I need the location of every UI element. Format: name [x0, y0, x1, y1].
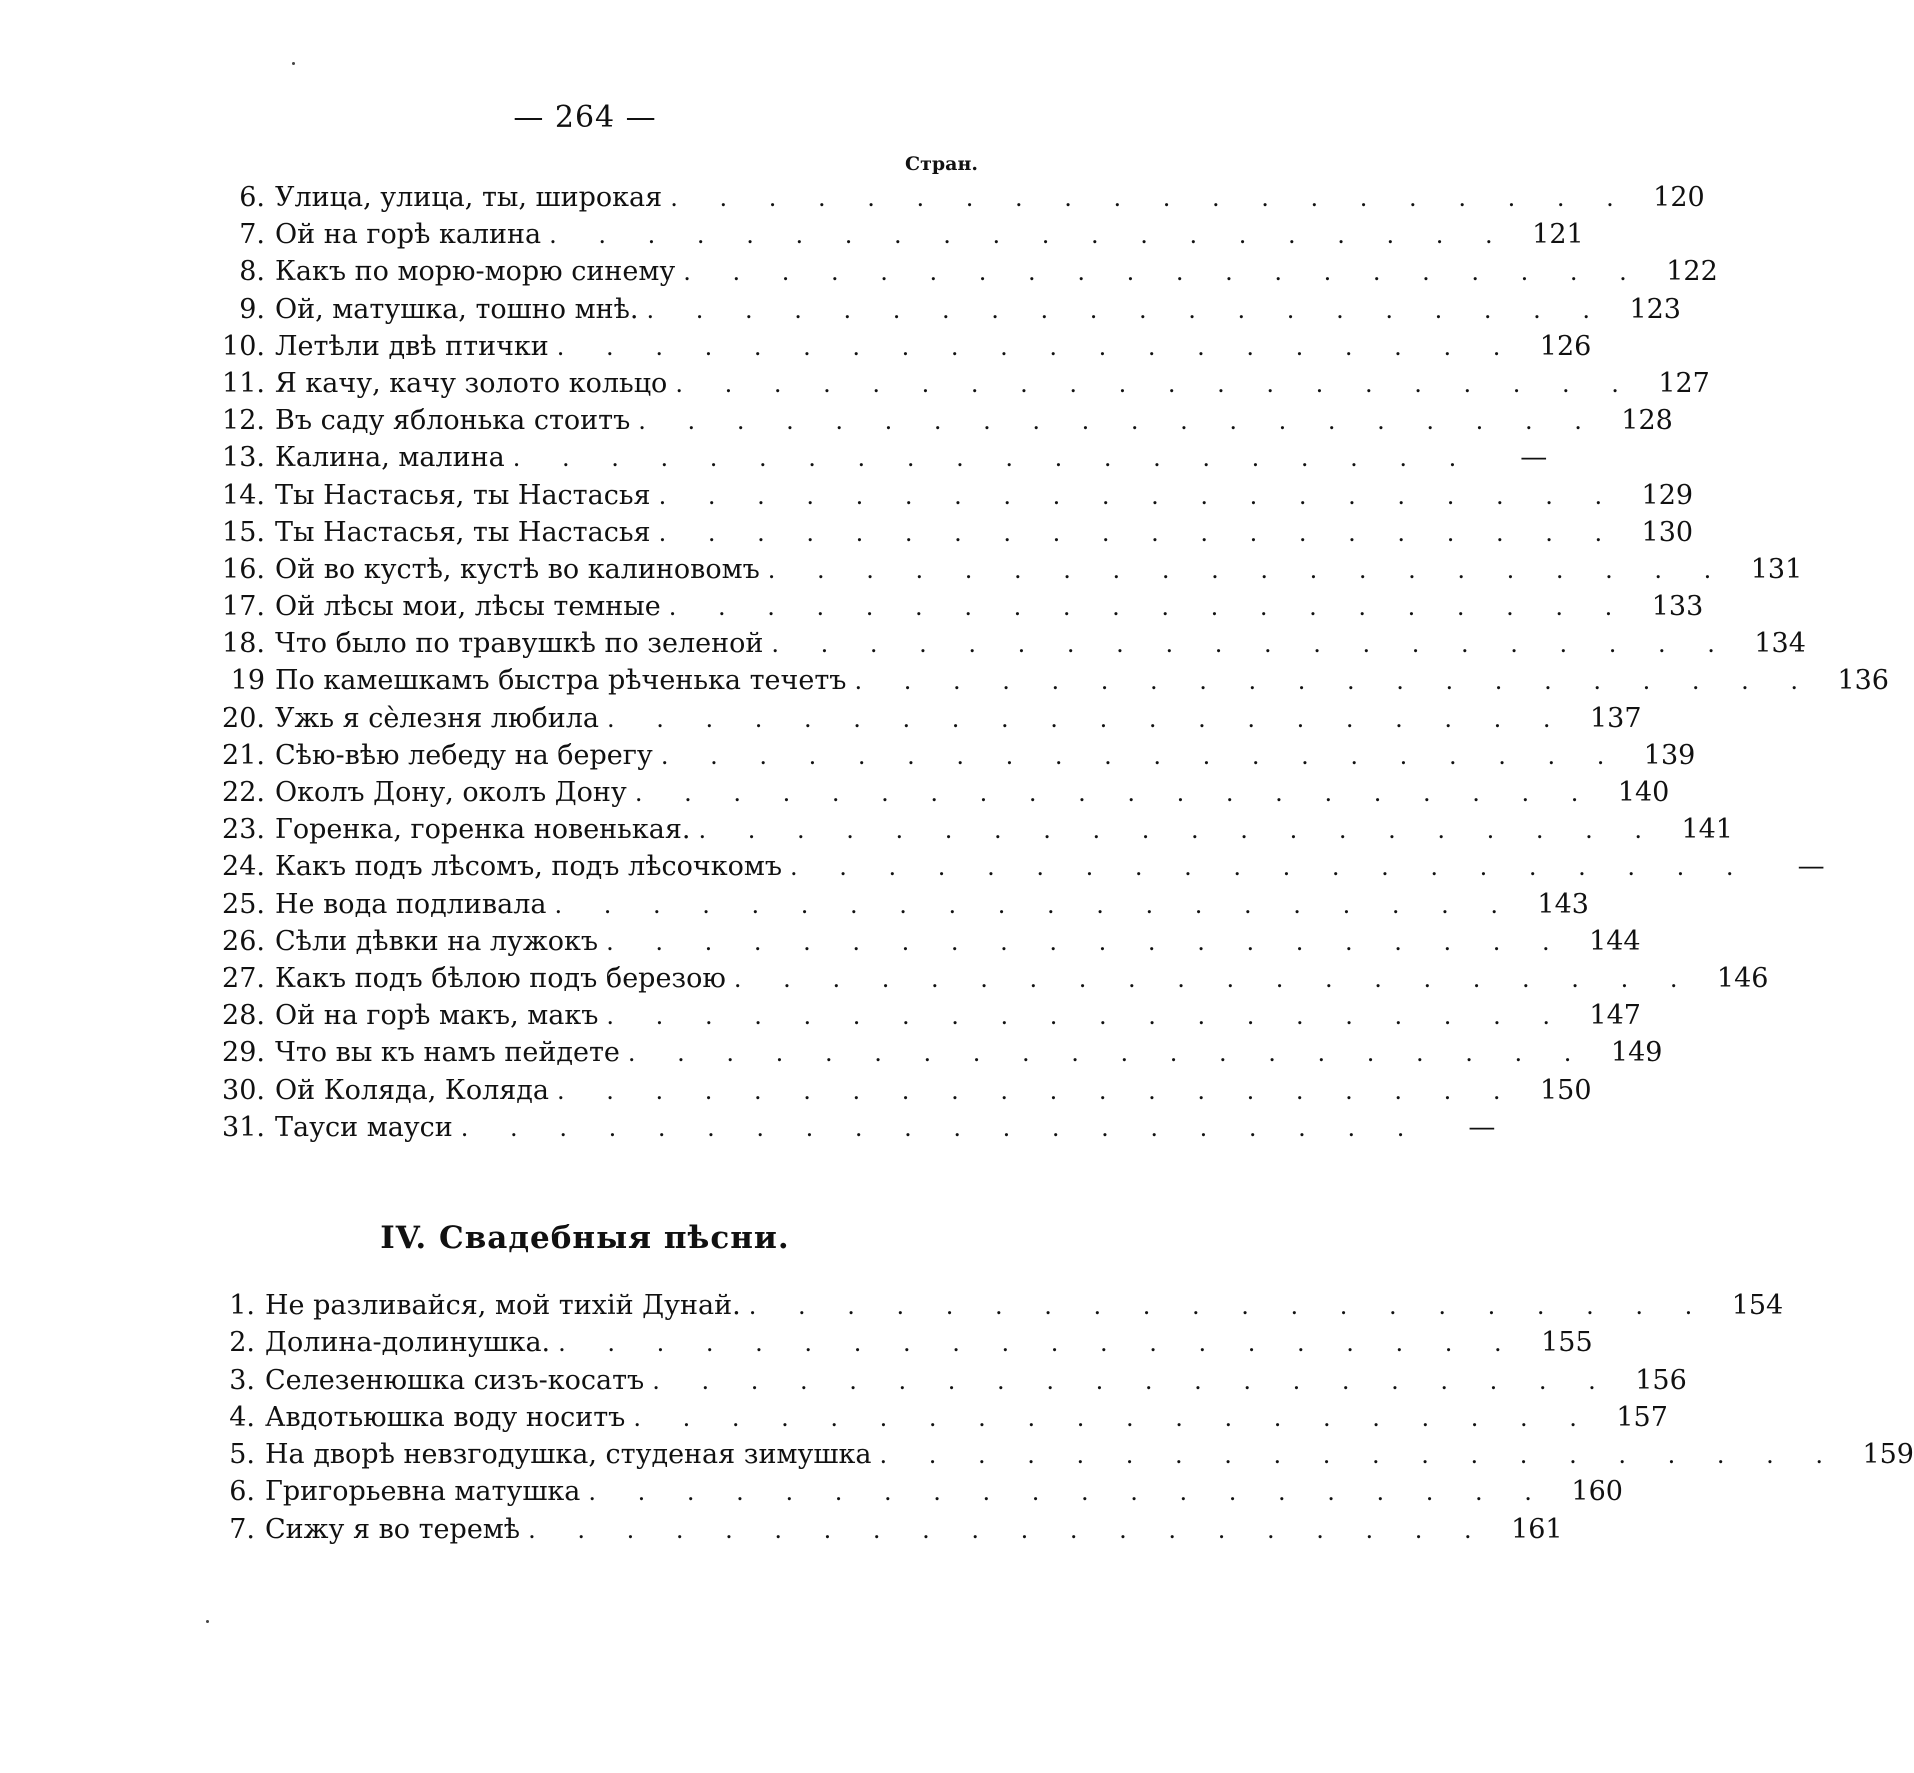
toc-entry [205, 1037, 1663, 1074]
toc-entry [205, 962, 1769, 1000]
entry-title: Что было по травушкѣ по зеленой [275, 628, 764, 660]
dot-leader: . . . . . . . . . . . . . . . . . . . . [854, 667, 1815, 696]
page-column-header: Стран. [904, 153, 978, 175]
entry-number: 15. [222, 516, 265, 548]
entry-page: 126 [1539, 330, 1592, 362]
entry-title: Какъ по морю-морю синему [275, 256, 676, 288]
entry-title: Горенка, горенка новенькая. [275, 814, 691, 846]
entry-number: 11. [222, 367, 265, 399]
toc-entry [205, 293, 1681, 331]
entry-number: 2. [229, 1327, 255, 1359]
entry-number: 1. [229, 1290, 255, 1321]
entry-page: 131 [1750, 553, 1803, 585]
entry-number: 7. [239, 219, 265, 251]
toc-entry [205, 1290, 1784, 1327]
dot-leader: . . . . . . . . . . . . . . . . . . . . [767, 555, 1729, 584]
entry-page: 150 [1539, 1074, 1592, 1106]
entry-page: 139 [1643, 739, 1696, 771]
entry-title: Сѣю-вѣю лебеду на берегу [275, 739, 653, 771]
entry-number: 13. [222, 442, 265, 474]
dot-leader: . . . . . . . . . . . . . . . . . . . . [698, 816, 1659, 845]
entry-title: Я качу, качу золото кольцо [275, 367, 668, 399]
entry-page: 120 [1653, 182, 1705, 213]
entry-number: 18. [222, 628, 265, 660]
toc-entry [205, 442, 1548, 479]
dot-leader: . . . . . . . . . . . . . . . . . . . . [627, 1039, 1589, 1068]
entry-number: 12. [222, 405, 265, 437]
entry-title: Не разливайся, мой тихій Дунай. [265, 1290, 741, 1321]
dot-leader: . . . . . . . . . . . . . . . . . . . . [554, 890, 1515, 919]
entry-number: 31. [222, 1111, 265, 1143]
dot-leader: . . . . . . . . . . . . . . . . . . . . [668, 593, 1630, 622]
toc-entry [205, 479, 1694, 517]
entry-title: Что вы къ намъ пейдете [275, 1037, 620, 1069]
dot-leader: . . . . . . . . . . . . . . . . . . . . [549, 221, 1510, 250]
toc-entry [205, 702, 1642, 740]
toc-entry [205, 219, 1584, 256]
entry-number: 5. [229, 1439, 255, 1471]
entry-title: Ой на горѣ калина [275, 219, 542, 251]
dot-leader: . . . . . . . . . . . . . . . . . . . . [606, 1002, 1567, 1031]
toc-entry [205, 851, 1825, 888]
entry-title: Тауси мауси [275, 1111, 453, 1143]
toc-entry [205, 405, 1673, 442]
entry-page: 136 [1837, 665, 1889, 697]
entry-title: Не вода подливала [275, 888, 547, 920]
entry-page: 122 [1666, 256, 1718, 288]
entry-page: 127 [1658, 367, 1710, 399]
entry-title: Околъ Дону, околъ Дону [275, 777, 627, 808]
toc-entry [205, 888, 1589, 926]
toc-entry [205, 814, 1733, 851]
entry-title: Ой лѣсы мои, лѣсы темные [275, 591, 661, 623]
toc-entry [205, 739, 1696, 777]
entry-title: Сижу я во теремѣ [265, 1513, 521, 1545]
toc-entry [205, 1401, 1668, 1439]
entry-number: 30. [222, 1074, 265, 1106]
dot-leader: . . . . . . . . . . . . . . . . . . . . [588, 1478, 1549, 1507]
entry-title: Какъ подъ бѣлою подъ березою [275, 962, 726, 994]
entry-number: 22. [222, 777, 265, 808]
entry-title: Долина-долинушка. [265, 1327, 551, 1359]
dot-leader: . . . . . . . . . . . . . . . . . . . . [634, 779, 1596, 807]
entry-page: — [1468, 1111, 1496, 1143]
toc-entry [205, 516, 1694, 554]
toc-entry [205, 777, 1670, 814]
print-speck [292, 62, 295, 65]
toc-entry [205, 1513, 1563, 1551]
entry-page: 140 [1617, 777, 1670, 808]
entry-number: 20. [222, 702, 265, 734]
entry-title: Какъ подъ лѣсомъ, подъ лѣсочкомъ [275, 851, 783, 883]
entry-page: 123 [1629, 293, 1681, 325]
entry-number: 27. [222, 962, 265, 994]
entry-number: 6. [239, 182, 265, 213]
entry-title: Ты Настасья, ты Настасья [275, 516, 651, 548]
toc-entry [205, 182, 1705, 219]
entry-number: 28. [222, 1000, 265, 1032]
entry-page: 133 [1651, 591, 1704, 623]
entry-page: 161 [1511, 1513, 1563, 1545]
toc-entry [205, 1327, 1593, 1364]
dot-leader: . . . . . . . . . . . . . . . . . . . . [733, 964, 1695, 993]
dot-leader: . . . . . . . . . . . . . . . . . . . . [633, 1403, 1594, 1432]
entry-title: Ой во кустѣ, кустѣ во калиновомъ [275, 553, 760, 585]
toc-entry [205, 1074, 1592, 1112]
dot-leader: . . . . . . . . . . . . . . . . . . . . [638, 407, 1599, 436]
toc-entry [205, 925, 1641, 963]
entry-number: 7. [229, 1513, 255, 1545]
toc-entry [205, 1439, 1914, 1476]
entry-number: 16. [222, 553, 265, 585]
entry-page: 137 [1589, 702, 1642, 734]
dot-leader: . . . . . . . . . . . . . . . . . . . . [658, 481, 1620, 510]
entry-title: Сѣли дѣвки на лужокъ [275, 925, 599, 957]
dot-leader: . . . . . . . . . . . . . . . . . . . . [558, 1329, 1519, 1358]
toc-entry [205, 330, 1592, 368]
table-of-contents-part-2 [205, 1290, 1914, 1551]
entry-page: 144 [1589, 925, 1641, 957]
dot-leader: . . . . . . . . . . . . . . . . . . . . [670, 184, 1631, 212]
entry-title: На дворѣ невзгодушка, студеная зимушка [265, 1439, 872, 1471]
entry-number: 10. [222, 330, 265, 362]
entry-page: 128 [1621, 405, 1673, 437]
entry-number: 6. [229, 1476, 255, 1508]
entry-title: Селезенюшка сизъ-косатъ [265, 1364, 645, 1396]
dot-leader: . . . . . . . . . . . . . . . . . . . . [652, 1366, 1613, 1395]
dot-leader: . . . . . . . . . . . . . . . . . . . . [606, 927, 1567, 956]
entry-title: По камешкамъ быстра рѣченька течетъ [275, 665, 847, 697]
dot-leader: . . . . . . . . . . . . . . . . . . . . [879, 1441, 1840, 1470]
entry-title: Ой, матушка, тошно мнѣ. [275, 293, 639, 325]
entry-title: Калина, малина [275, 442, 505, 474]
toc-entry [205, 1111, 1496, 1149]
entry-title: Ой Коляда, Коляда [275, 1074, 549, 1106]
toc-entry [205, 367, 1710, 405]
entry-title: Летѣли двѣ птички [275, 330, 549, 362]
toc-entry [205, 553, 1803, 591]
entry-number: 17. [222, 591, 265, 623]
entry-page: 155 [1541, 1327, 1593, 1359]
entry-title: Улица, улица, ты, широкая [275, 182, 663, 213]
dot-leader: . . . . . . . . . . . . . . . . . . . . [658, 518, 1620, 547]
entry-title: Въ саду яблонька стоитъ [275, 405, 631, 437]
entry-number: 19 [230, 665, 265, 697]
entry-title: Ой на горѣ макъ, макъ [275, 1000, 599, 1032]
entry-page: 154 [1731, 1290, 1784, 1321]
entry-title: Авдотьюшка воду носитъ [265, 1401, 626, 1433]
dot-leader: . . . . . . . . . . . . . . . . . . . . [460, 1113, 1422, 1142]
entry-page: — [1797, 851, 1825, 883]
entry-number: 26. [222, 925, 265, 957]
entry-number: 9. [239, 293, 265, 325]
entry-page: 156 [1635, 1364, 1687, 1396]
toc-entry [205, 665, 1889, 702]
page-number: — 264 — [513, 100, 657, 135]
entry-title: Ты Настасья, ты Настасья [275, 479, 651, 511]
toc-entry [205, 1476, 1623, 1513]
dot-leader: . . . . . . . . . . . . . . . . . . . . [606, 704, 1568, 733]
dot-leader: . . . . . . . . . . . . . . . . . . . . [512, 444, 1474, 473]
print-speck [206, 1620, 209, 1623]
entry-page: — [1520, 442, 1548, 474]
entry-number: 23. [222, 814, 265, 846]
entry-page: 149 [1610, 1037, 1663, 1069]
entry-number: 3. [229, 1364, 255, 1396]
entry-page: 134 [1754, 628, 1806, 660]
toc-entry [205, 628, 1806, 665]
toc-entry [205, 591, 1704, 628]
dot-leader: . . . . . . . . . . . . . . . . . . . . [556, 332, 1518, 361]
toc-entry [205, 1364, 1687, 1402]
dot-leader: . . . . . . . . . . . . . . . . . . . . [683, 258, 1644, 287]
dot-leader: . . . . . . . . . . . . . . . . . . . . [790, 853, 1751, 882]
entry-page: 143 [1537, 888, 1589, 920]
entry-page: 160 [1571, 1476, 1623, 1508]
entry-number: 14. [222, 479, 265, 511]
dot-leader: . . . . . . . . . . . . . . . . . . . . [675, 369, 1636, 398]
entry-number: 29. [222, 1037, 265, 1069]
dot-leader: . . . . . . . . . . . . . . . . . . . . [748, 1292, 1710, 1320]
dot-leader: . . . . . . . . . . . . . . . . . . . . [646, 295, 1607, 324]
entry-page: 130 [1641, 516, 1694, 548]
entry-page: 129 [1641, 479, 1694, 511]
entry-page: 146 [1716, 962, 1769, 994]
section-heading: IV. Свадебныя пѣсни. [380, 1220, 790, 1256]
entry-title: Григорьевна матушка [265, 1476, 581, 1508]
entry-number: 25. [222, 888, 265, 920]
toc-entry [205, 256, 1718, 293]
dot-leader: . . . . . . . . . . . . . . . . . . . . [660, 741, 1622, 770]
entry-number: 24. [222, 851, 265, 883]
entry-number: 21. [222, 739, 265, 771]
entry-number: 8. [239, 256, 265, 288]
table-of-contents-part-1 [205, 182, 1889, 1149]
entry-number: 4. [229, 1401, 255, 1433]
dot-leader: . . . . . . . . . . . . . . . . . . . . [528, 1515, 1489, 1544]
dot-leader: . . . . . . . . . . . . . . . . . . . . [771, 630, 1732, 659]
toc-entry [205, 1000, 1641, 1037]
entry-page: 121 [1532, 219, 1584, 251]
entry-page: 147 [1589, 1000, 1641, 1032]
entry-title: Ужь я сѐлезня любила [275, 702, 599, 734]
dot-leader: . . . . . . . . . . . . . . . . . . . . [557, 1076, 1518, 1105]
entry-page: 141 [1681, 814, 1733, 846]
entry-page: 157 [1616, 1401, 1668, 1433]
entry-page: 159 [1862, 1439, 1914, 1471]
